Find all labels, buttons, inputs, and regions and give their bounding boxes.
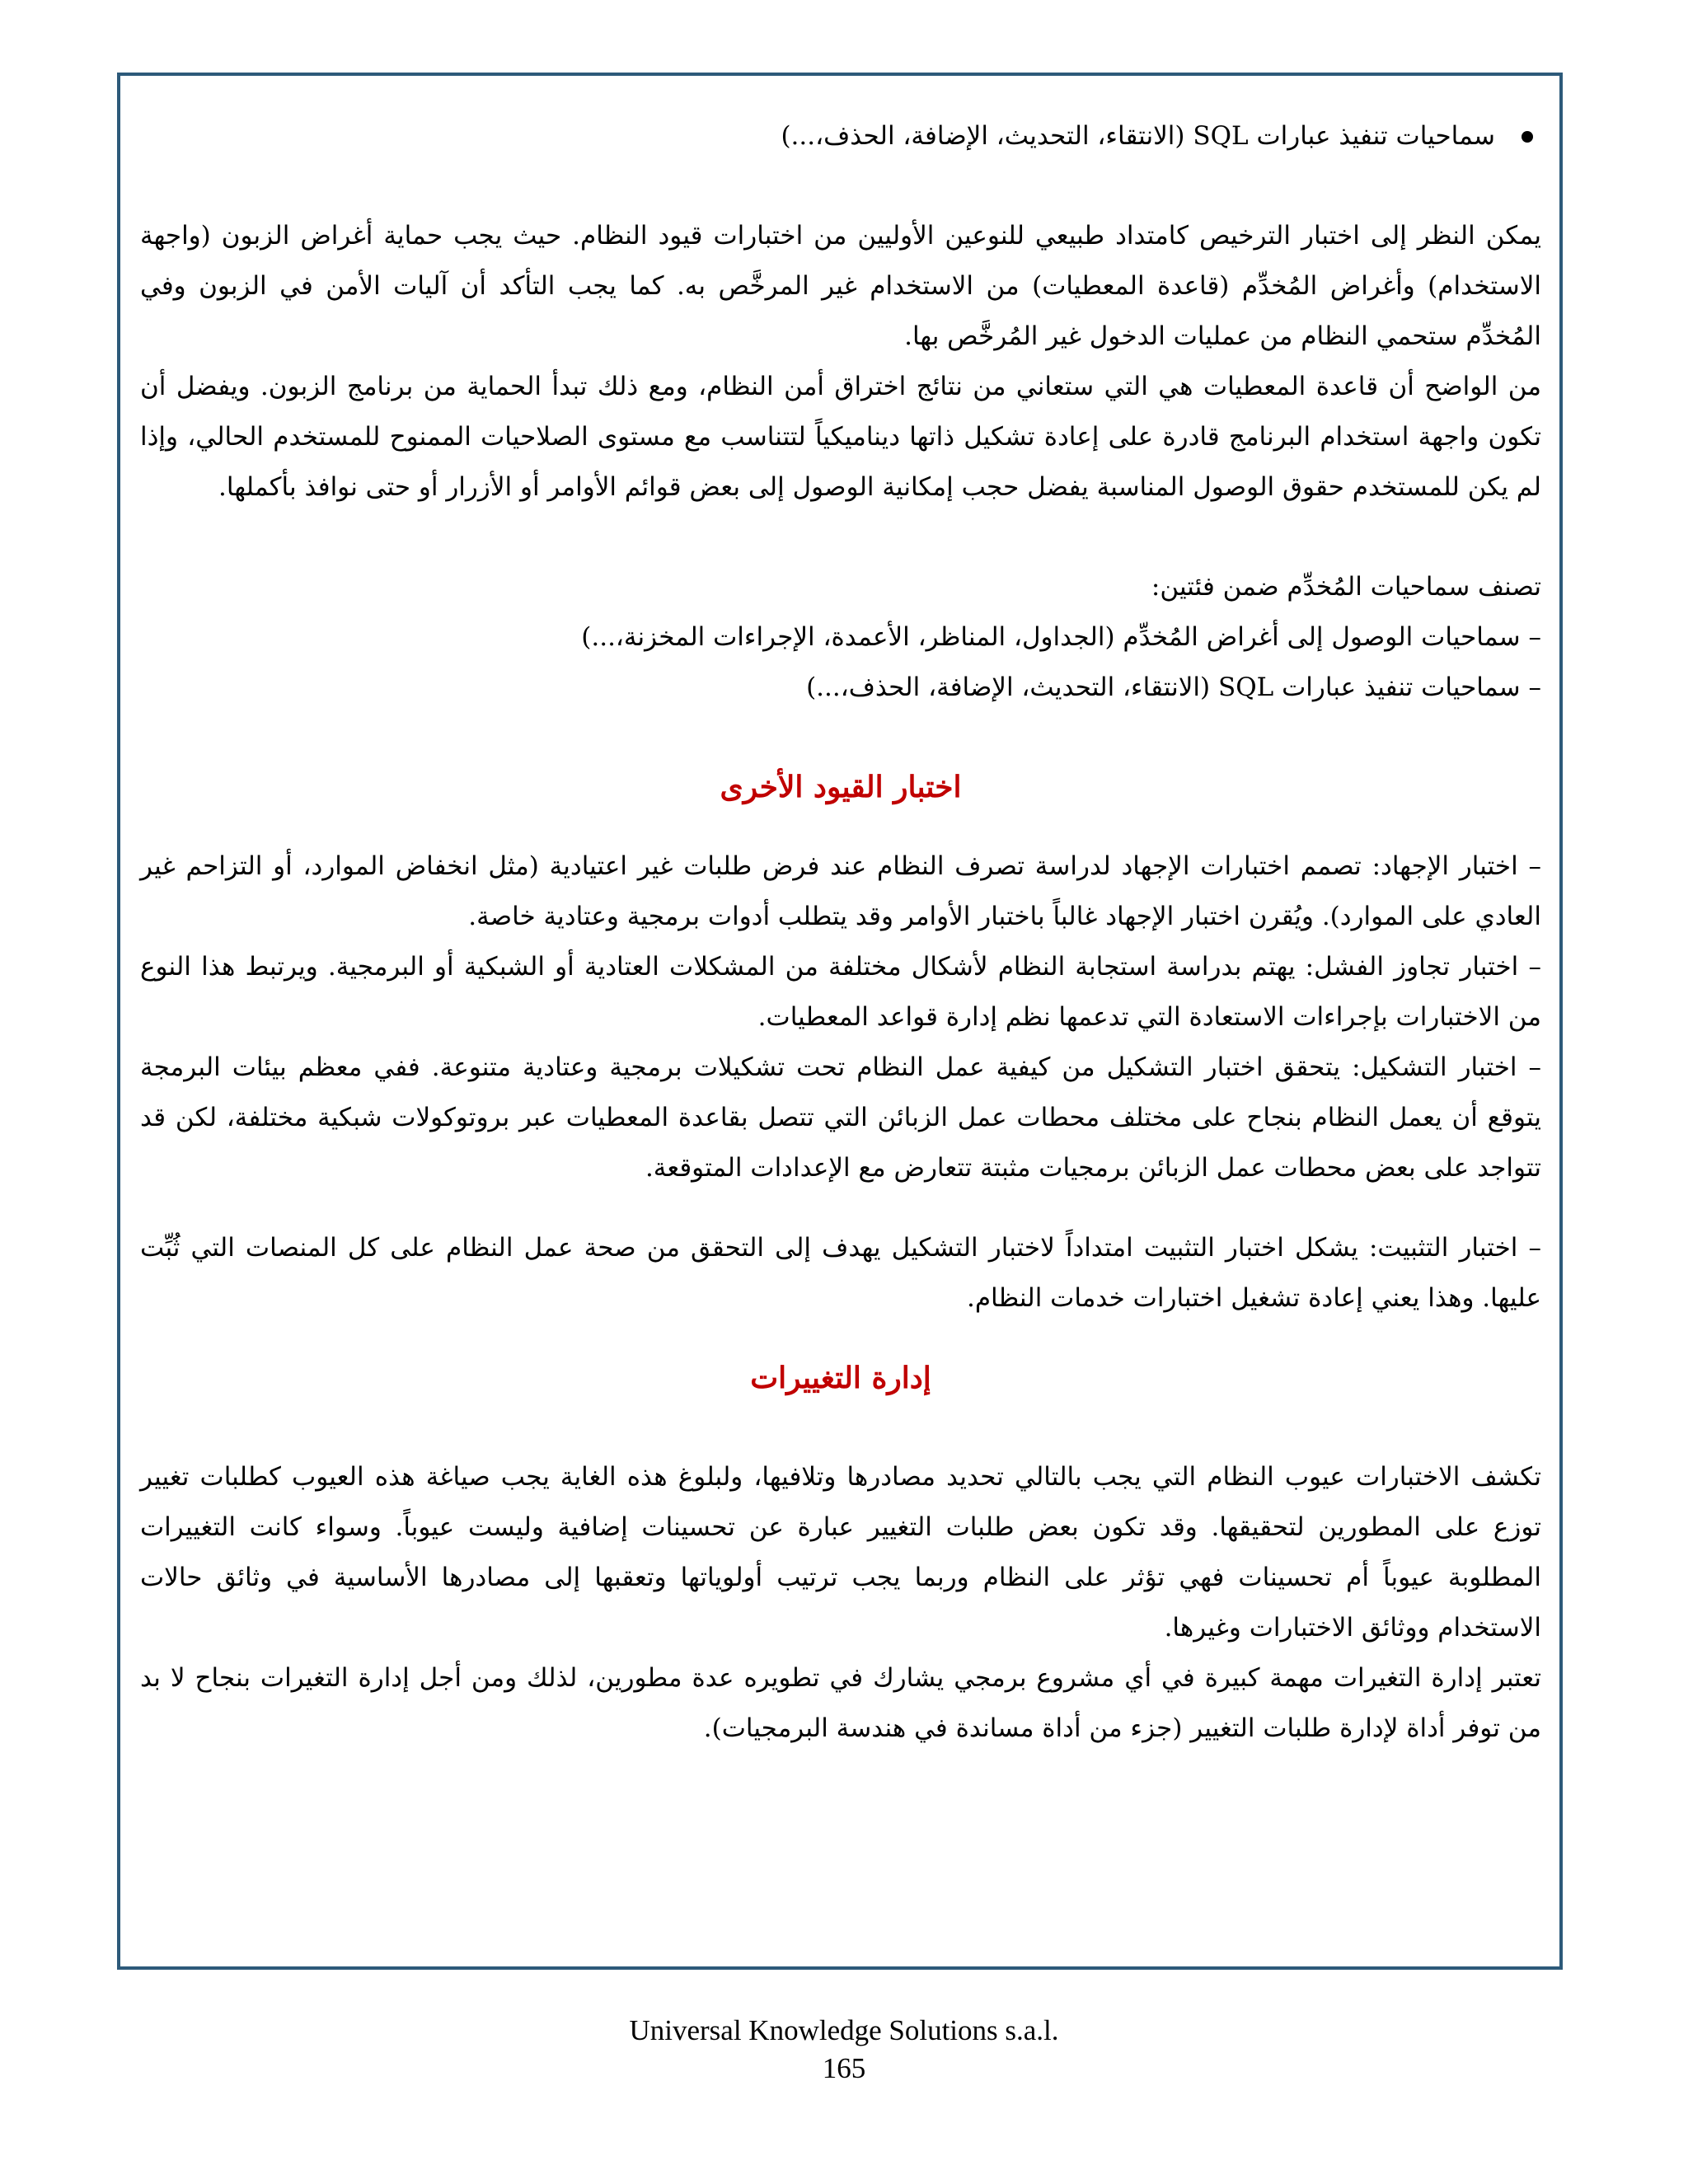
intro-bullet-item [140,111,1541,162]
section-heading-change-management: إدارة التغييرات [750,1361,931,1395]
configuration-test-paragraph: – اختبار التشكيل: يتحقق اختبار التشكيل من كيفية عمل النظام تحت تشكيلات برمجية وعتادية متنوعة. ففي معظم بيئات البرمجة يتوقع أن يعمل النظام بنجاح على مختلف محطات عمل الزبائن التي تتصل بقاعدة المعطيات عبر بروتوكولات شبكية مختلفة، لكن قد تتواجد على بعض محطات عمل الزبائن برمجيات مثبتة تتعارض مع الإعدادات المتوقعة. [140,1052,1541,1183]
category-item-sql: – سماحيات تنفيذ عبارات SQL (الانتقاء، التحديث، الإضافة، الحذف،...) [806,673,1541,702]
stress-test-paragraph: – اختبار الإجهاد: تصمم اختبارات الإجهاد لدراسة تصرف النظام عند فرض طلبات غير اعتيادية (مثل انخفاض الموارد، أو التزاحم غير العادي على الموارد). ويُقرن اختبار الإجهاد غالباً باختبار الأوامر وقد يتطلب أدوات برمجية وعتادية خاصة. [140,851,1541,931]
paragraph-authorization: يمكن النظر إلى اختبار الترخيص كامتداد طبيعي للنوعين الأوليين من اختبارات قيود النظام. حيث يجب حماية أغراض الزبون (واجهة الاستخدام) وأغراض المُخدِّم (قاعدة المعطيات) من الاستخدام غير المرخَّص به. كما يجب التأكد أن آليات الأمن في الزبون وفي المُخدِّم ستحمي النظام من عمليات الدخول غير المُرخَّص بها. [140,221,1541,351]
footer-page-number: 165 [822,2052,866,2084]
bullet-dot-icon [1522,131,1533,143]
categories-intro: تصنف سماحيات المُخدِّم ضمن فئتين: [1151,572,1541,602]
change-management-paragraph-1: تكشف الاختبارات عيوب النظام التي يجب بالتالي تحديد مصادرها وتلافيها، ولبلوغ هذه الغاية يجب صياغة هذه العيوب كطلبات تغيير توزع على المطورين لتحقيقها. وقد تكون بعض طلبات التغيير عبارة عن تحسينات إضافية وليست عيوباً. وسواء كانت التغييرات المطلوبة عيوباً أم تحسينات فهي تؤثر على النظام وربما يجب ترتيب أولوياتها وتعقبها إلى مصادرها الأساسية في وثائق حالات الاستخدام ووثائق الاختبارات وغيرها. [140,1462,1541,1643]
change-management-paragraph-2: تعتبر إدارة التغيرات مهمة كبيرة في أي مشروع برمجي يشارك في تطويره عدة مطورين، لذلك ومن أجل إدارة التغيرات بنجاح لا بد من توفر أداة لإدارة طلبات التغيير (جزء من أداة مساندة في هندسة البرمجيات). [140,1663,1541,1743]
category-item-access: – سماحيات الوصول إلى أغراض المُخدِّم (الجداول، المناظر، الأعمدة، الإجراءات المخزنة،...) [581,622,1541,652]
failover-test-paragraph: – اختبار تجاوز الفشل: يهتم بدراسة استجابة النظام لأشكال مختلفة من المشكلات العتادية أو الشبكية أو البرمجية. ويرتبط هذا النوع من الاختبارات بإجراءات الاستعادة التي تدعمها نظم إدارة قواعد المعطيات. [140,952,1541,1032]
page-content [140,111,1541,1754]
section-heading-other-constraints: اختبار القيود الأخرى [720,770,962,804]
intro-bullet-text: سماحيات تنفيذ عبارات SQL (الانتقاء، التحديث، الإضافة، الحذف،...) [781,121,1495,151]
footer-company-name: Universal Knowledge Solutions s.a.l. [629,2014,1059,2046]
paragraph-database-security: من الواضح أن قاعدة المعطيات هي التي ستعاني من نتائج اختراق أمن النظام، ومع ذلك تبدأ الحماية من برنامج الزبون. ويفضل أن تكون واجهة استخدام البرنامج قادرة على إعادة تشكيل ذاتها ديناميكياً لتتناسب مع مستوى الصلاحيات الممنوح للمستخدم الحالي، وإذا لم يكن للمستخدم حقوق الوصول المناسبة يفضل حجب إمكانية الوصول إلى بعض قوائم الأوامر أو الأزرار أو حتى نوافذ بأكملها. [140,372,1541,502]
installation-test-paragraph: – اختبار التثبيت: يشكل اختبار التثبيت امتداداً لاختبار التشكيل يهدف إلى التحقق من صحة عمل النظام على كل المنصات التي ثُبِّت عليها. وهذا يعني إعادة تشغيل اختبارات خدمات النظام. [140,1233,1541,1313]
